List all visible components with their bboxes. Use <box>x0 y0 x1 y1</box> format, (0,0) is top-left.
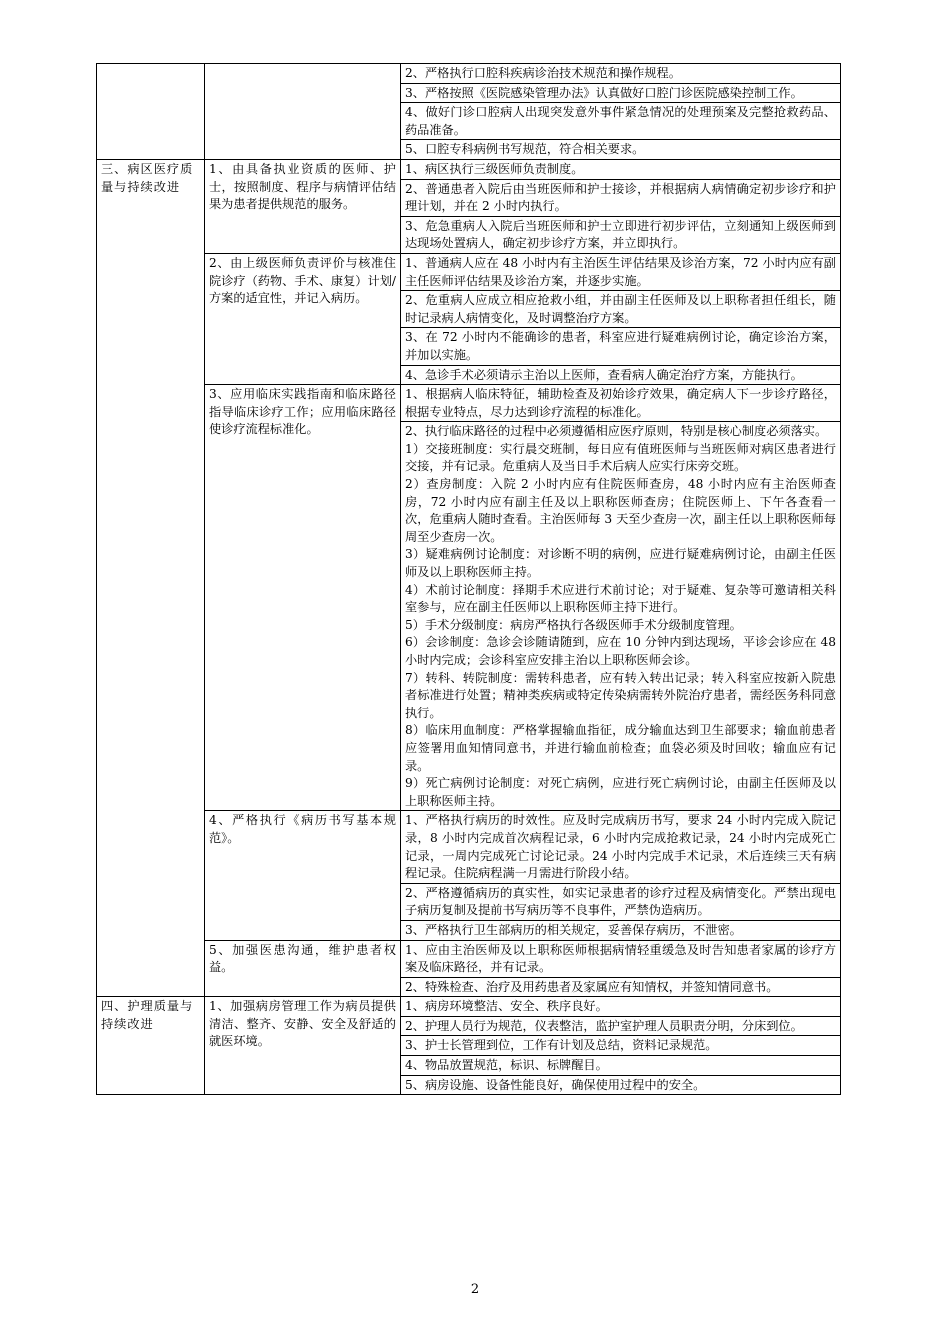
item-cell <box>401 1016 841 1036</box>
requirement-cell: 1、加强病房管理工作为病员提供清洁、整齐、安静、安全及舒适的就医环境。 <box>205 997 401 1095</box>
item-text: 4、物品放置规范，标识、标牌醒目。 <box>405 1058 608 1073</box>
item-text: 5、口腔专科病例书写规范，符合相关要求。 <box>405 142 645 157</box>
page-number: 2 <box>470 1282 480 1297</box>
item-text: 8）临床用血制度：严格掌握输血指征，成分输血达到卫生部要求；输血前患者应签署用血知情同意书，并进行输血前检查；血袋必须及时回收；输血应有记录。 <box>405 723 836 773</box>
item-text: 4、急诊手术必须请示主治以上医师，查看病人确定治疗方案，方能执行。 <box>405 367 803 382</box>
item-text: 4、做好门诊口腔病人出现突发意外事件紧急情况的处理预案及完整抢救药品、药品准备。 <box>405 105 836 137</box>
item-text: 1、普通病人应在 48 小时内有主治医生评估结果及诊治方案，72 小时内应有副主任医师评估结果及诊治方案，并逐步实施。 <box>405 255 836 288</box>
standards-table <box>96 63 841 1095</box>
item-cell <box>401 103 841 140</box>
table-row <box>97 997 841 1017</box>
item-cell <box>401 140 841 160</box>
item-text: 5）手术分级制度：病房严格执行各级医师手术分级制度管理。 <box>405 617 742 632</box>
item-text: 1、根据病人临床特征，辅助检查及初始诊疗效果，确定病人下一步诊疗路径，根据专业特点，尽力达到诊疗流程的标准化。 <box>405 387 836 419</box>
item-cell <box>401 1056 841 1076</box>
item-cell <box>401 159 841 179</box>
item-cell <box>401 940 841 977</box>
item-text: 1）交接班制度：实行晨交班制，每日应有值班医师与当班医师对病区患者进行交接，并有记录。危重病人及当日手术后病人应实行床旁交班。 <box>405 441 836 474</box>
item-cell <box>401 83 841 103</box>
item-cell <box>401 216 841 253</box>
item-cell <box>401 920 841 940</box>
table-row <box>97 940 841 977</box>
item-cell <box>401 1036 841 1056</box>
item-text: 3、在 72 小时内不能确诊的患者，科室应进行疑难病例讨论，确定诊治方案，并加以实施。 <box>405 330 836 362</box>
item-text: 2、危重病人应成立相应抢救小组，并由副主任医师及以上职称者担任组长，随时记录病人病情变化，及时调整治疗方案。 <box>405 293 836 325</box>
item-cell <box>401 64 841 84</box>
item-cell <box>401 811 841 883</box>
item-cell <box>401 328 841 365</box>
item-text: 2、严格遵循病历的真实性，如实记录患者的诊疗过程及病情变化。严禁出现电子病历复制及提前书写病历等不良事件，严禁伪造病历。 <box>405 885 836 918</box>
item-text: 4）术前讨论制度：择期手术应进行术前讨论；对于疑难、复杂等可邀请相关科室参与，应在副主任医师以上职称医师主持下进行。 <box>405 582 836 615</box>
item-text: 1、病区执行三级医师负责制度。 <box>405 161 584 176</box>
section-ward-quality: 三、病区医疗质量与持续改进 <box>97 159 205 996</box>
item-cell <box>401 883 841 920</box>
item-text: 2、执行临床路径的过程中必须遵循相应医疗原则，特别是核心制度必须落实。 <box>405 424 828 439</box>
requirement-cell: 1、由具备执业资质的医师、护士，按照制度、程序与病情评估结果为患者提供规范的服务。 <box>205 159 401 253</box>
core-system-cell <box>401 422 841 811</box>
section-nursing-quality: 四、护理质量与持续改进 <box>97 997 205 1095</box>
item-text: 9）死亡病例讨论制度：对死亡病例，应进行死亡病例讨论，由副主任医师及以上职称医师主持。 <box>405 776 836 808</box>
table-row <box>97 385 841 422</box>
table-row <box>97 159 841 179</box>
item-cell <box>401 977 841 997</box>
item-cell <box>401 385 841 422</box>
item-text: 1、应由主治医师及以上职称医师根据病情轻重缓急及时告知患者家属的诊疗方案及临床路径，并有记录。 <box>405 942 836 975</box>
item-cell <box>401 365 841 385</box>
item-text: 5、病房设施、设备性能良好，确保使用过程中的安全。 <box>405 1077 706 1092</box>
requirement-cell-continued <box>205 64 401 160</box>
item-cell <box>401 179 841 216</box>
item-text: 6）会诊制度：急诊会诊随请随到，应在 10 分钟内到达现场，平诊会诊应在 48 小时内完成；会诊科室应安排主治以上职称医师会诊。 <box>405 635 836 667</box>
section-cell-continued <box>97 64 205 160</box>
requirement-cell: 2、由上级医师负责评价与核准住院诊疗（药物、手术、康复）计划/方案的适宜性，并记入病历。 <box>205 253 401 384</box>
table-row <box>97 64 841 84</box>
item-text: 2、严格执行口腔科疾病诊治技术规范和操作规程。 <box>405 66 681 80</box>
table-row <box>97 253 841 290</box>
item-text: 1、病房环境整洁、安全、秩序良好。 <box>405 999 608 1014</box>
item-cell <box>401 253 841 290</box>
item-text: 1、严格执行病历的时效性。应及时完成病历书写，要求 24 小时内完成入院记录，8 小时内完成首次病程记录，6 小时内完成抢救记录，24 小时内完成死亡记录，一周内完成死亡讨论记录。24 小时内完成手术记录，术后连续三天有病程记录。住院病程满一月需进行阶段小结。 <box>405 813 836 881</box>
item-text: 2、护理人员行为规范，仪表整洁，监护室护理人员职责分明，分床到位。 <box>405 1018 803 1033</box>
item-cell <box>401 1075 841 1095</box>
item-text: 3）疑难病例讨论制度：对诊断不明的病例，应进行疑难病例讨论，由副主任医师及以上职称医师主持。 <box>405 547 836 580</box>
table-row <box>97 811 841 883</box>
item-text: 3、危急重病人入院后当班医师和护士立即进行初步评估，立刻通知上级医师到达现场处置病人，确定初步诊疗方案，并立即执行。 <box>405 218 836 251</box>
item-text: 3、严格按照《医院感染管理办法》认真做好口腔门诊医院感染控制工作。 <box>405 85 803 100</box>
item-text: 3、严格执行卫生部病历的相关规定，妥善保存病历，不泄密。 <box>405 922 742 937</box>
item-cell <box>401 997 841 1017</box>
item-text: 3、护士长管理到位，工作有计划及总结，资料记录规范。 <box>405 1038 718 1053</box>
item-text: 2、特殊检查、治疗及用药患者及家属应有知情权，并签知情同意书。 <box>405 979 779 994</box>
item-cell <box>401 291 841 328</box>
requirement-cell: 4、严格执行《病历书写基本规范》。 <box>205 811 401 940</box>
item-text: 2）查房制度：入院 2 小时内应有住院医师查房，48 小时内应有主治医师查房，72 小时内应有副主任及以上职称医师查房；住院医师上、下午各查看一次，危重病人随时查看。主治医师每 3 天至少查房一次，副主任以上职称医师每周至少查房一次。 <box>405 477 836 544</box>
requirement-cell: 3、应用临床实践指南和临床路径指导临床诊疗工作；应用临床路径使诊疗流程标准化。 <box>205 385 401 811</box>
requirement-cell: 5、加强医患沟通，维护患者权益。 <box>205 940 401 997</box>
item-text: 7）转科、转院制度：需转科患者，应有转入转出记录；转入科室应按新入院患者标准进行处置；精神类疾病或特定传染病需转外院治疗患者，需经医务科同意执行。 <box>405 670 836 720</box>
item-text: 2、普通患者入院后由当班医师和护士接诊，并根据病人病情确定初步诊疗和护理计划，并在 2 小时内执行。 <box>405 181 836 214</box>
